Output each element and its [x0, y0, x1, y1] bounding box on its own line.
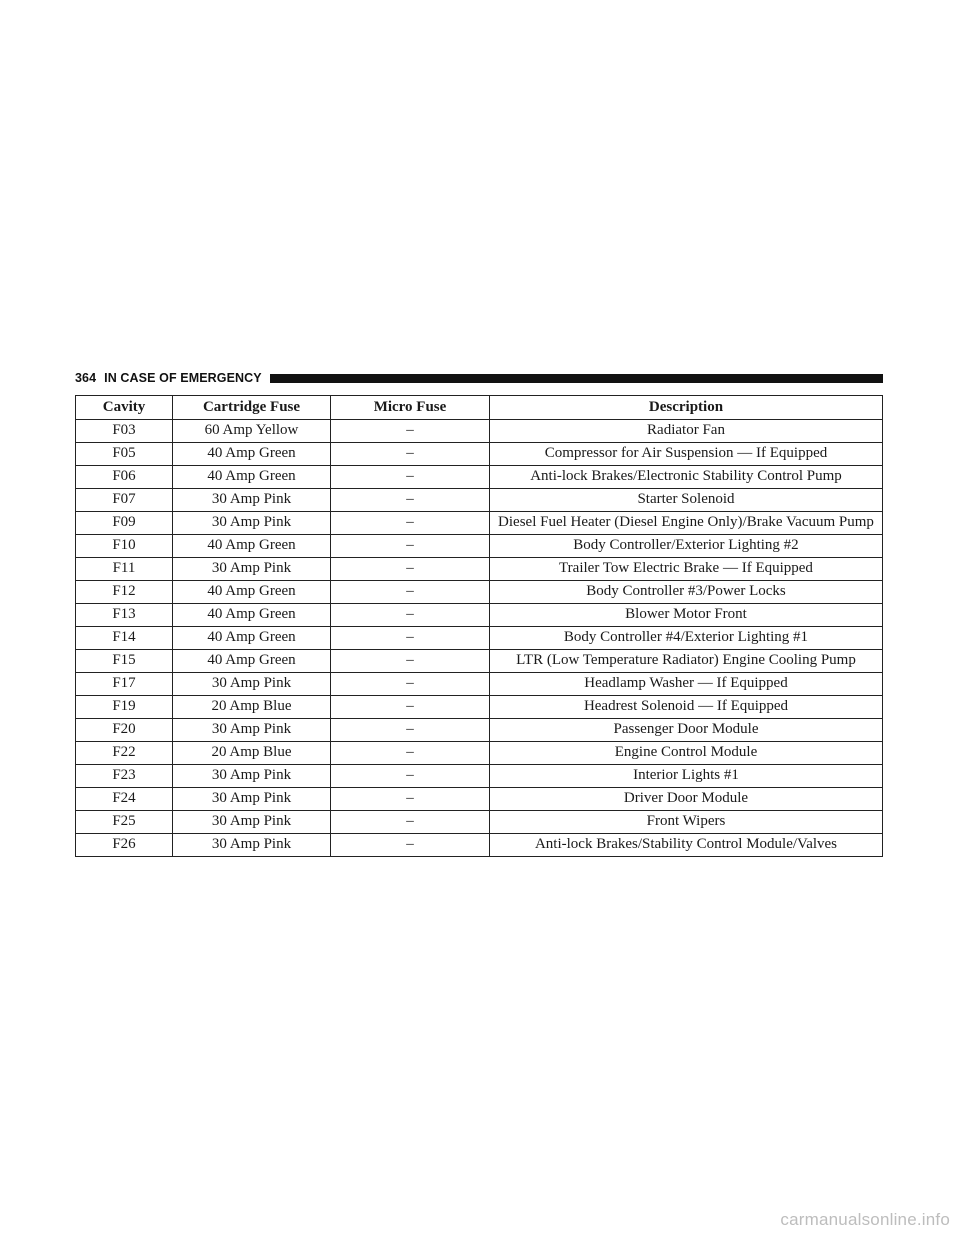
- fuse-table: [75, 395, 883, 857]
- cartridge-fuse-cell: 30 Amp Pink: [173, 673, 331, 696]
- cavity-cell: F25: [76, 811, 173, 834]
- micro-fuse-cell: –: [331, 627, 490, 650]
- description-cell: Headlamp Washer — If Equipped: [490, 673, 883, 696]
- micro-fuse-cell: –: [331, 558, 490, 581]
- micro-fuse-cell: –: [331, 673, 490, 696]
- description-cell: Front Wipers: [490, 811, 883, 834]
- table-row: [76, 765, 883, 788]
- page-header: [75, 368, 883, 388]
- fuse-table-head: [76, 396, 883, 420]
- description-cell: Headrest Solenoid — If Equipped: [490, 696, 883, 719]
- micro-fuse-cell: –: [331, 443, 490, 466]
- table-row: [76, 558, 883, 581]
- cavity-cell: F03: [76, 420, 173, 443]
- description-cell: Driver Door Module: [490, 788, 883, 811]
- micro-fuse-cell: –: [331, 604, 490, 627]
- description-cell: Interior Lights #1: [490, 765, 883, 788]
- micro-fuse-cell: –: [331, 742, 490, 765]
- table-row: [76, 788, 883, 811]
- description-cell: Diesel Fuel Heater (Diesel Engine Only)/Brake Vacuum Pump: [490, 512, 883, 535]
- column-header-description: Description: [490, 396, 883, 420]
- micro-fuse-cell: –: [331, 650, 490, 673]
- cavity-cell: F09: [76, 512, 173, 535]
- table-row: [76, 719, 883, 742]
- cavity-cell: F22: [76, 742, 173, 765]
- description-cell: Anti-lock Brakes/Electronic Stability Control Pump: [490, 466, 883, 489]
- cartridge-fuse-cell: 40 Amp Green: [173, 466, 331, 489]
- micro-fuse-cell: –: [331, 535, 490, 558]
- cartridge-fuse-cell: 30 Amp Pink: [173, 834, 331, 857]
- table-row: [76, 581, 883, 604]
- description-cell: Radiator Fan: [490, 420, 883, 443]
- cavity-cell: F19: [76, 696, 173, 719]
- table-row: [76, 811, 883, 834]
- table-row: [76, 466, 883, 489]
- description-cell: Anti-lock Brakes/Stability Control Module/Valves: [490, 834, 883, 857]
- table-row: [76, 696, 883, 719]
- cavity-cell: F07: [76, 489, 173, 512]
- column-header-micro-fuse: Micro Fuse: [331, 396, 490, 420]
- cavity-cell: F14: [76, 627, 173, 650]
- table-row: [76, 535, 883, 558]
- header-rule: [270, 374, 883, 383]
- cavity-cell: F05: [76, 443, 173, 466]
- section-title: IN CASE OF EMERGENCY: [104, 371, 262, 385]
- page-number: 364: [75, 371, 97, 385]
- cartridge-fuse-cell: 30 Amp Pink: [173, 512, 331, 535]
- description-cell: Starter Solenoid: [490, 489, 883, 512]
- micro-fuse-cell: –: [331, 788, 490, 811]
- table-row: [76, 420, 883, 443]
- cartridge-fuse-cell: 40 Amp Green: [173, 581, 331, 604]
- cavity-cell: F06: [76, 466, 173, 489]
- cavity-cell: F15: [76, 650, 173, 673]
- micro-fuse-cell: –: [331, 420, 490, 443]
- table-row: [76, 489, 883, 512]
- description-cell: LTR (Low Temperature Radiator) Engine Cooling Pump: [490, 650, 883, 673]
- table-row: [76, 604, 883, 627]
- micro-fuse-cell: –: [331, 466, 490, 489]
- table-row: [76, 673, 883, 696]
- table-row: [76, 742, 883, 765]
- cartridge-fuse-cell: 30 Amp Pink: [173, 489, 331, 512]
- cartridge-fuse-cell: 40 Amp Green: [173, 650, 331, 673]
- column-header-cartridge-fuse: Cartridge Fuse: [173, 396, 331, 420]
- cavity-cell: F20: [76, 719, 173, 742]
- description-cell: Body Controller #3/Power Locks: [490, 581, 883, 604]
- column-header-cavity: Cavity: [76, 396, 173, 420]
- cartridge-fuse-cell: 30 Amp Pink: [173, 719, 331, 742]
- cartridge-fuse-cell: 20 Amp Blue: [173, 742, 331, 765]
- cartridge-fuse-cell: 40 Amp Green: [173, 604, 331, 627]
- cavity-cell: F26: [76, 834, 173, 857]
- cartridge-fuse-cell: 30 Amp Pink: [173, 558, 331, 581]
- table-row: [76, 650, 883, 673]
- table-row: [76, 512, 883, 535]
- cavity-cell: F10: [76, 535, 173, 558]
- header-row: [76, 396, 883, 420]
- description-cell: Compressor for Air Suspension — If Equipped: [490, 443, 883, 466]
- cartridge-fuse-cell: 40 Amp Green: [173, 627, 331, 650]
- cavity-cell: F12: [76, 581, 173, 604]
- cavity-cell: F23: [76, 765, 173, 788]
- micro-fuse-cell: –: [331, 719, 490, 742]
- micro-fuse-cell: –: [331, 834, 490, 857]
- table-row: [76, 834, 883, 857]
- watermark: carmanualsonline.info: [780, 1210, 950, 1229]
- cartridge-fuse-cell: 60 Amp Yellow: [173, 420, 331, 443]
- description-cell: Body Controller/Exterior Lighting #2: [490, 535, 883, 558]
- description-cell: Body Controller #4/Exterior Lighting #1: [490, 627, 883, 650]
- micro-fuse-cell: –: [331, 581, 490, 604]
- micro-fuse-cell: –: [331, 512, 490, 535]
- micro-fuse-cell: –: [331, 811, 490, 834]
- cavity-cell: F17: [76, 673, 173, 696]
- description-cell: Passenger Door Module: [490, 719, 883, 742]
- cartridge-fuse-cell: 30 Amp Pink: [173, 788, 331, 811]
- cavity-cell: F24: [76, 788, 173, 811]
- micro-fuse-cell: –: [331, 489, 490, 512]
- fuse-table-body: [76, 420, 883, 857]
- cartridge-fuse-cell: 20 Amp Blue: [173, 696, 331, 719]
- cartridge-fuse-cell: 30 Amp Pink: [173, 765, 331, 788]
- description-cell: Engine Control Module: [490, 742, 883, 765]
- cavity-cell: F11: [76, 558, 173, 581]
- table-row: [76, 443, 883, 466]
- cavity-cell: F13: [76, 604, 173, 627]
- description-cell: Blower Motor Front: [490, 604, 883, 627]
- description-cell: Trailer Tow Electric Brake — If Equipped: [490, 558, 883, 581]
- micro-fuse-cell: –: [331, 696, 490, 719]
- micro-fuse-cell: –: [331, 765, 490, 788]
- cartridge-fuse-cell: 40 Amp Green: [173, 443, 331, 466]
- table-row: [76, 627, 883, 650]
- cartridge-fuse-cell: 40 Amp Green: [173, 535, 331, 558]
- cartridge-fuse-cell: 30 Amp Pink: [173, 811, 331, 834]
